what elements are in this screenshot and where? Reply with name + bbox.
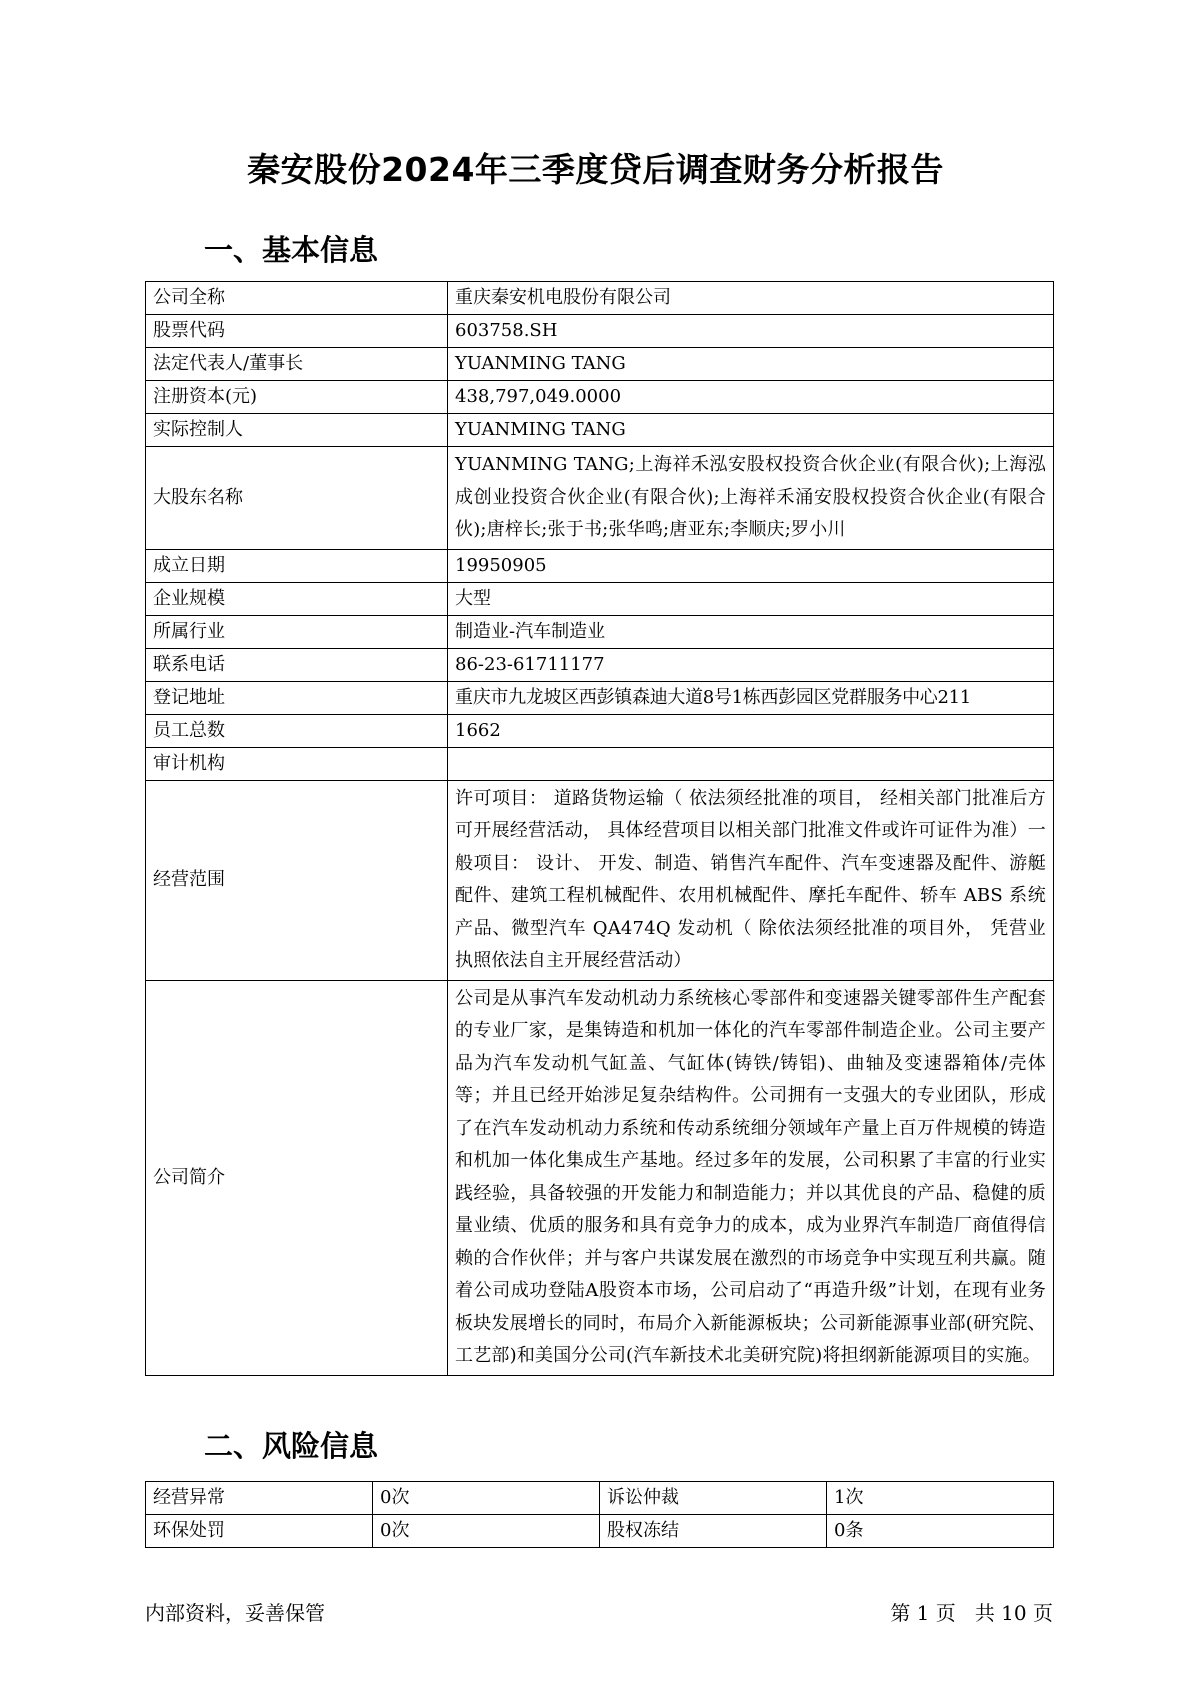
row-label-founded-date: 成立日期 <box>146 549 448 582</box>
risk-info-table <box>145 1481 1054 1548</box>
row-value-company-profile: 公司是从事汽车发动机动力系统核心零部件和变速器关键零部件生产配套的专业厂家，是集铸造和机加一体化的汽车零部件制造企业。公司主要产品为汽车发动机气缸盖、气缸体(铸铁/铸铝)、曲轴及变速器箱体/壳体等；并且已经开始涉足复杂结构件。公司拥有一支强大的专业团队，形成了在汽车发动机动力系统和传动系统细分领域年产量上百万件规模的铸造和机加一体化集成生产基地。经过多年的发展，公司积累了丰富的行业实践经验，具备较强的开发能力和制造能力；并以其优良的产品、稳健的质量业绩、优质的服务和具有竞争力的成本，成为业界汽车制造厂商值得信赖的合作伙伴；并与客户共谋发展在激烈的市场竞争中实现互利共赢。随着公司成功登陆A股资本市场，公司启动了“再造升级”计划，在现有业务板块发展增长的同时，布局介入新能源板块；公司新能源事业部(研究院、工艺部)和美国分公司(汽车新技术北美研究院)将担纲新能源项目的实施。 <box>448 980 1054 1375</box>
row-label-legal-rep: 法定代表人/董事长 <box>146 348 448 381</box>
row-value-actual-controller: YUANMING TANG <box>448 414 1054 447</box>
table-row <box>146 549 1054 582</box>
row-value-registered-capital: 438,797,049.0000 <box>448 381 1054 414</box>
row-value-company-name: 重庆秦安机电股份有限公司 <box>448 282 1054 315</box>
table-row <box>146 980 1054 1375</box>
row-value-stock-code: 603758.SH <box>448 315 1054 348</box>
row-label-business-scope: 经营范围 <box>146 780 448 980</box>
risk-label-abnormal-operation: 经营异常 <box>146 1482 373 1515</box>
row-value-company-scale: 大型 <box>448 582 1054 615</box>
row-label-industry: 所属行业 <box>146 615 448 648</box>
table-row <box>146 747 1054 780</box>
row-value-audit-firm <box>448 747 1054 780</box>
table-row <box>146 582 1054 615</box>
row-label-phone: 联系电话 <box>146 648 448 681</box>
table-row <box>146 282 1054 315</box>
risk-value-environmental-penalty: 0次 <box>373 1515 600 1548</box>
row-label-stock-code: 股票代码 <box>146 315 448 348</box>
row-value-registered-address: 重庆市九龙坡区西彭镇森迪大道8号1栋西彭园区党群服务中心211 <box>448 681 1054 714</box>
table-row <box>146 1515 1054 1548</box>
section-heading-risk-info: 二、风险信息 <box>204 1429 379 1463</box>
table-row <box>146 348 1054 381</box>
row-label-registered-address: 登记地址 <box>146 681 448 714</box>
row-value-industry: 制造业-汽车制造业 <box>448 615 1054 648</box>
risk-label-litigation: 诉讼仲裁 <box>600 1482 827 1515</box>
risk-value-equity-freeze: 0条 <box>827 1515 1054 1548</box>
row-label-company-scale: 企业规模 <box>146 582 448 615</box>
risk-label-equity-freeze: 股权冻结 <box>600 1515 827 1548</box>
row-label-actual-controller: 实际控制人 <box>146 414 448 447</box>
footer-page-number: 第 1 页 共 10 页 <box>890 1601 1053 1625</box>
row-value-founded-date: 19950905 <box>448 549 1054 582</box>
table-row <box>146 714 1054 747</box>
table-row <box>146 615 1054 648</box>
row-value-business-scope: 许可项目： 道路货物运输（ 依法须经批准的项目， 经相关部门批准后方可开展经营活动， 具体经营项目以相关部门批准文件或许可证件为准）一般项目： 设计、 开发、制造、销售汽车配件、汽车变速器及配件、游艇配件、建筑工程机械配件、农用机械配件、摩托车配件、轿车 ABS 系统产品、微型汽车 QA474Q 发动机（ 除依法须经批准的项目外， 凭营业执照依法自主开展经营活动） <box>448 780 1054 980</box>
risk-value-abnormal-operation: 0次 <box>373 1482 600 1515</box>
row-value-major-shareholders: YUANMING TANG;上海祥禾泓安股权投资合伙企业(有限合伙);上海泓成创业投资合伙企业(有限合伙);上海祥禾涌安股权投资合伙企业(有限合伙);唐梓长;张于书;张华鸣;唐亚东;李顺庆;罗小川 <box>448 447 1054 550</box>
section-heading-basic-info: 一、基本信息 <box>204 233 379 267</box>
row-label-registered-capital: 注册资本(元) <box>146 381 448 414</box>
table-row <box>146 648 1054 681</box>
risk-value-litigation: 1次 <box>827 1482 1054 1515</box>
row-label-major-shareholders: 大股东名称 <box>146 447 448 550</box>
row-value-phone: 86-23-61711177 <box>448 648 1054 681</box>
row-label-employee-count: 员工总数 <box>146 714 448 747</box>
row-value-employee-count: 1662 <box>448 714 1054 747</box>
table-row <box>146 780 1054 980</box>
row-label-company-profile: 公司简介 <box>146 980 448 1375</box>
footer-confidential-note: 内部资料，妥善保管 <box>145 1601 325 1625</box>
row-label-company-name: 公司全称 <box>146 282 448 315</box>
row-label-audit-firm: 审计机构 <box>146 747 448 780</box>
row-value-legal-rep: YUANMING TANG <box>448 348 1054 381</box>
basic-info-table <box>145 281 1054 1376</box>
document-title: 秦安股份2024年三季度贷后调查财务分析报告 <box>247 150 944 189</box>
table-row <box>146 1482 1054 1515</box>
table-row <box>146 414 1054 447</box>
table-row <box>146 447 1054 550</box>
risk-label-environmental-penalty: 环保处罚 <box>146 1515 373 1548</box>
table-row <box>146 681 1054 714</box>
table-row <box>146 315 1054 348</box>
table-row <box>146 381 1054 414</box>
